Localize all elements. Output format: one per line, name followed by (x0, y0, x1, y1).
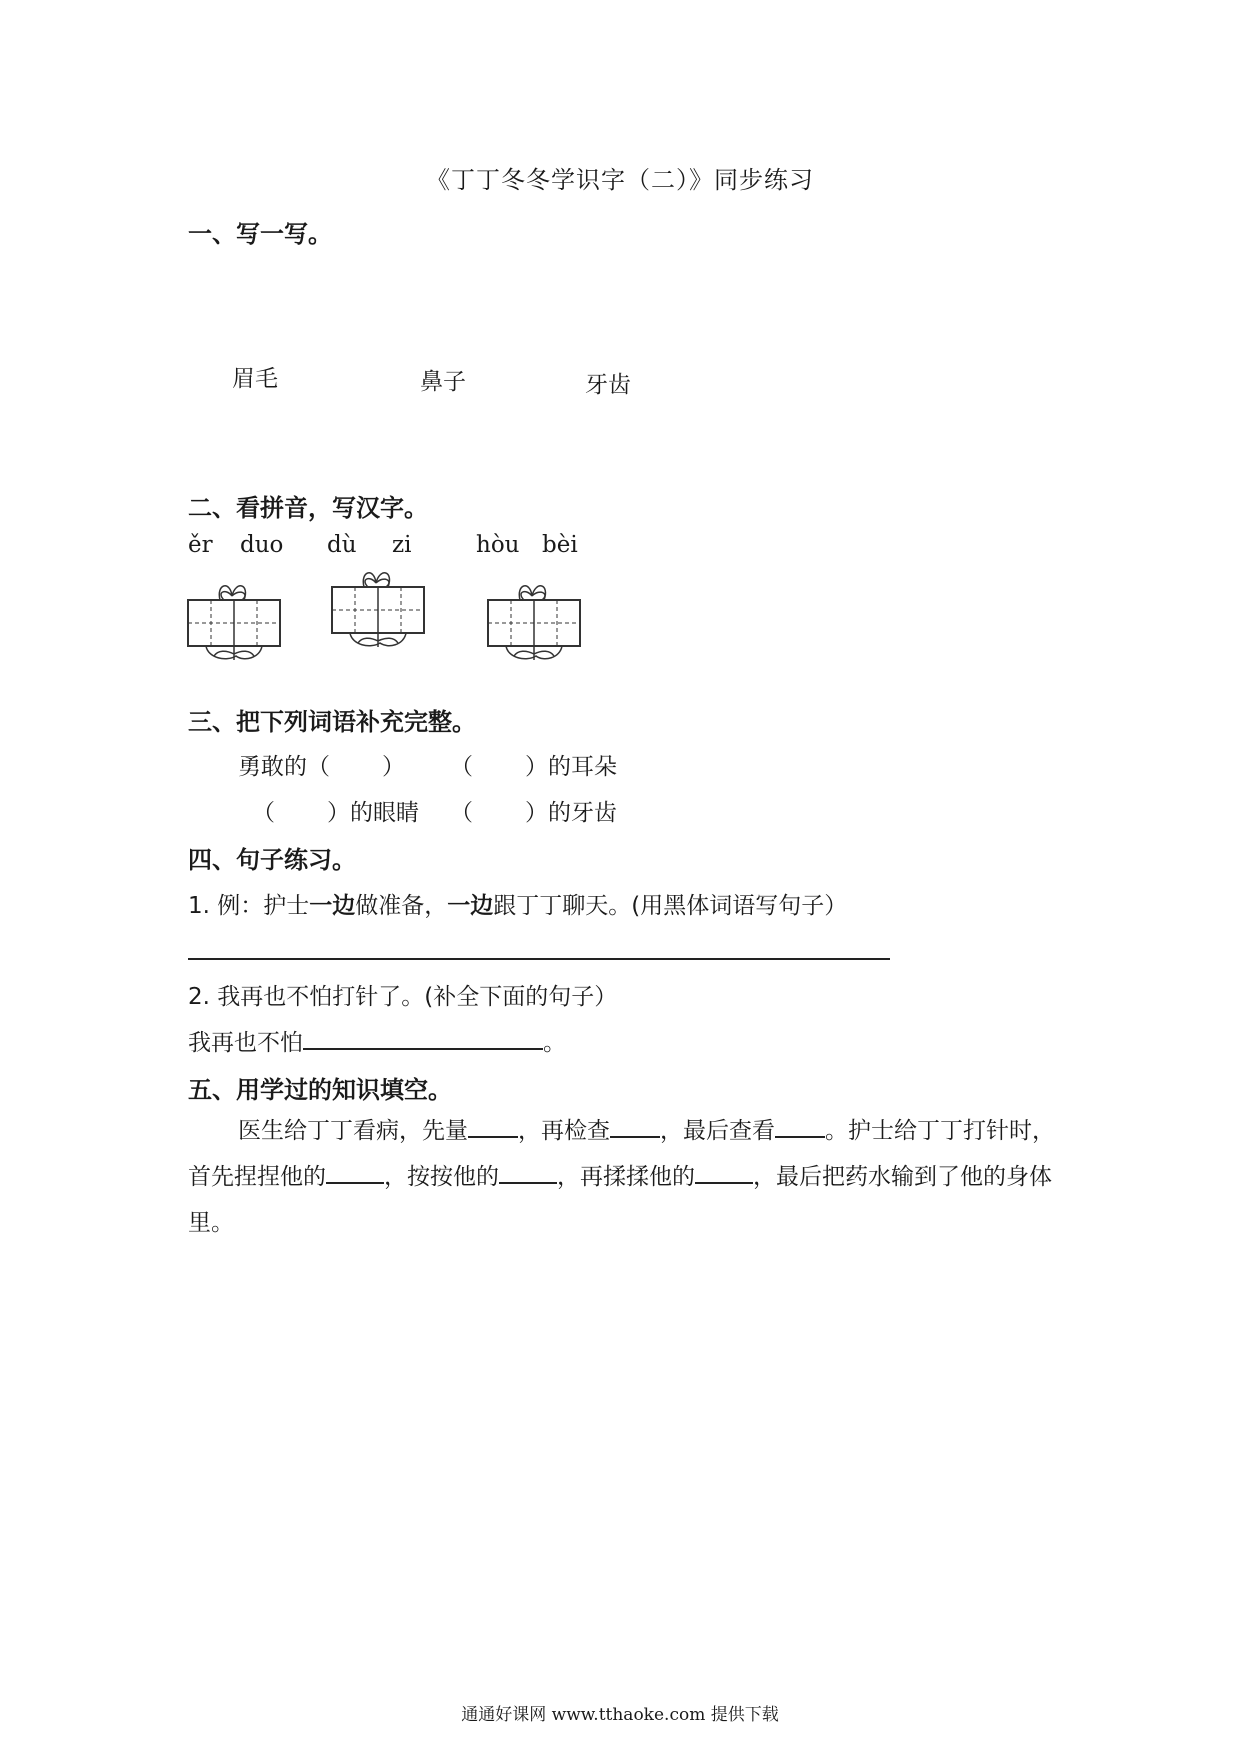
pinyin-2b: zi (392, 532, 412, 558)
pinyin-1b: duo (240, 532, 284, 558)
fill-row2-b-open: （ (450, 800, 473, 826)
section1-heading: 一、写一写。 (188, 220, 332, 248)
section5-paragraph (188, 1108, 1068, 1246)
s5-part2: ，再检查 (518, 1118, 610, 1144)
q1-example (188, 887, 847, 920)
page-title: 《丁丁冬冬学识字（二）》同步练习 (426, 166, 814, 194)
s5-blank-3[interactable] (775, 1112, 825, 1138)
pinyin-1a: ěr (188, 532, 213, 558)
s5-part1: 医生给丁丁看病，先量 (238, 1118, 468, 1144)
q2-stem: 我再也不怕 (188, 1030, 303, 1057)
fill-row1-a-close: ） (382, 754, 405, 780)
pinyin-3a: hòu (476, 532, 520, 558)
q2-text: 2. 我再也不怕打针了。(补全下面的句子） (188, 984, 618, 1010)
fill-row1-a-open: 勇敢的（ (238, 754, 330, 780)
fill-row1-b-open: （ (450, 754, 473, 780)
s5-part7: ，最后把药水输到了他的身体里。 (188, 1164, 1052, 1236)
q1-bold-1: 一边 (309, 893, 356, 919)
footer-credit: 通通好课网 www.tthaoke.com 提供下载 (461, 1705, 779, 1725)
fill-row2-a-open: （ (252, 800, 275, 826)
section3-heading: 三、把下列词语补充完整。 (188, 708, 476, 736)
s5-part3: ，最后查看 (660, 1118, 775, 1144)
section4-heading: 四、句子练习。 (188, 846, 356, 874)
fill-row2-b-close: ）的牙齿 (525, 800, 617, 826)
word-eyebrow: 眉毛 (232, 366, 278, 392)
fill-row2-a-close: ）的眼睛 (327, 800, 419, 826)
pinyin-2a: dù (327, 532, 357, 558)
q1-answer-line[interactable] (188, 958, 890, 960)
word-teeth: 牙齿 (585, 372, 631, 398)
section5-heading: 五、用学过的知识填空。 (188, 1076, 452, 1104)
s5-blank-1[interactable] (468, 1112, 518, 1138)
s5-part5: ，按按他的 (384, 1164, 499, 1190)
s5-blank-2[interactable] (610, 1112, 660, 1138)
q1-mid: 做准备， (355, 893, 448, 919)
fill-row1-b (450, 748, 617, 781)
pinyin-3b: bèi (542, 532, 578, 558)
s5-part4: 。护士给丁丁打针时，首先捏捏他的 (188, 1118, 1055, 1190)
fill-row1-b-close: ）的耳朵 (525, 754, 617, 780)
section2-heading: 二、看拼音，写汉字。 (188, 494, 428, 522)
q1-bold-2: 一边 (447, 893, 494, 919)
q1-suffix: 跟丁丁聊天。(用黑体词语写句子） (493, 893, 848, 919)
q2-answer-blank[interactable] (303, 1024, 543, 1050)
fill-row2-a (252, 794, 419, 827)
writing-box-belly[interactable] (330, 565, 426, 649)
fill-row2-b (450, 794, 617, 827)
s5-blank-6[interactable] (695, 1158, 753, 1184)
s5-part6: ，再揉揉他的 (557, 1164, 695, 1190)
writing-box-back[interactable] (486, 578, 582, 662)
s5-blank-4[interactable] (326, 1158, 384, 1184)
q2-fill (188, 1024, 566, 1057)
word-nose: 鼻子 (420, 369, 466, 395)
fill-row1-a (238, 748, 405, 781)
writing-box-ear[interactable] (186, 578, 282, 662)
q2-end: 。 (543, 1030, 566, 1057)
s5-blank-5[interactable] (499, 1158, 557, 1184)
q1-prefix: 1. 例：护士 (188, 893, 310, 919)
